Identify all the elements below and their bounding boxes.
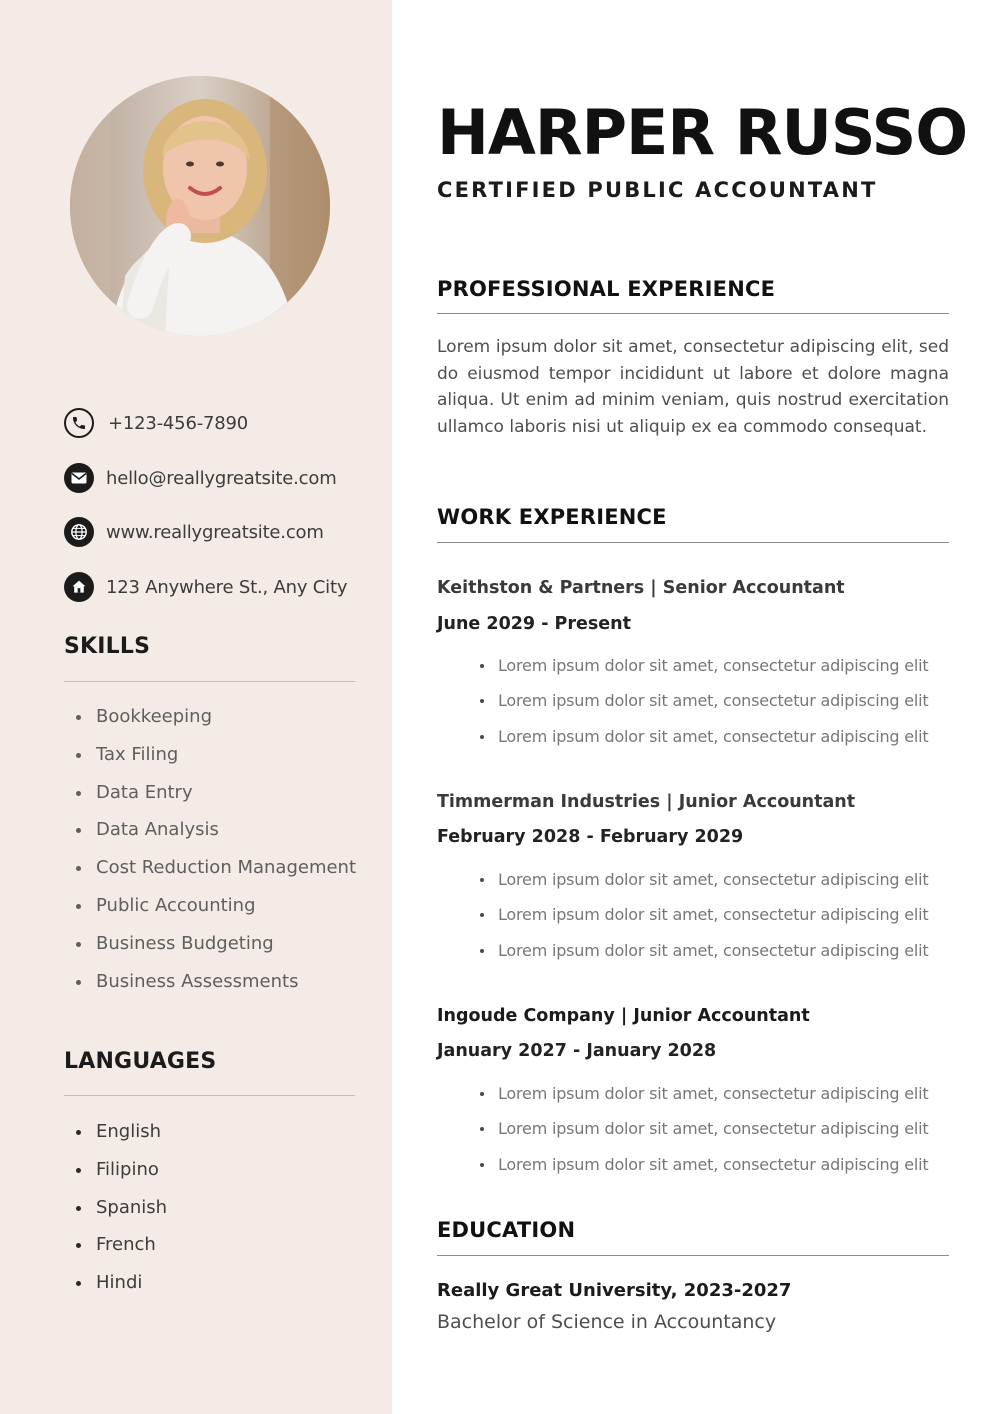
bullet-icon <box>76 866 81 871</box>
bullet-icon <box>76 904 81 909</box>
professional-divider <box>437 313 949 314</box>
bullet-icon <box>480 949 484 953</box>
bullet-icon <box>76 1168 81 1173</box>
bullet-icon <box>76 980 81 985</box>
list-item: Lorem ipsum dolor sit amet, consectetur adipiscing elit <box>478 1153 928 1188</box>
education-school: Really Great University, 2023-2027 <box>437 1280 792 1301</box>
phone-text: +123-456-7890 <box>108 412 248 434</box>
skills-list <box>64 703 356 1005</box>
website-text[interactable]: www.reallygreatsite.com <box>106 521 324 543</box>
contact-website[interactable] <box>64 516 324 548</box>
job-1-bullets <box>478 654 928 760</box>
bullet-icon <box>480 878 484 882</box>
languages-divider <box>64 1095 355 1096</box>
language-item: Hindi <box>64 1269 167 1307</box>
skills-heading: SKILLS <box>64 634 151 659</box>
skill-item: Data Analysis <box>64 816 356 854</box>
bullet-icon <box>480 664 484 668</box>
professional-summary: Lorem ipsum dolor sit amet, consectetur adipiscing elit, sed do eiusmod tempor incididunt ut labore et dolore magna aliqua. Ut enim ad minim veniam, quis nostrud exercitation ullamco laboris nisi ut aliquip ex ea commodo consequat. <box>437 337 949 437</box>
bullet-icon <box>76 1281 81 1286</box>
candidate-name: HARPER RUSSO <box>437 96 968 169</box>
skills-divider <box>64 681 355 682</box>
language-item: Spanish <box>64 1194 167 1232</box>
profile-photo <box>70 76 330 336</box>
home-icon <box>64 572 94 602</box>
languages-heading: LANGUAGES <box>64 1049 217 1074</box>
job-3-bullets <box>478 1082 928 1188</box>
email-icon <box>64 463 94 493</box>
language-item: Filipino <box>64 1156 167 1194</box>
bullet-icon <box>76 1206 81 1211</box>
languages-list <box>64 1118 167 1307</box>
education-degree: Bachelor of Science in Accountancy <box>437 1311 777 1333</box>
professional-heading: PROFESSIONAL EXPERIENCE <box>437 277 776 301</box>
list-item: Lorem ipsum dolor sit amet, consectetur adipiscing elit <box>478 1117 928 1152</box>
job-1-dates: June 2029 - Present <box>437 614 631 634</box>
job-title: CERTIFIED PUBLIC ACCOUNTANT <box>437 178 878 202</box>
bullet-icon <box>76 828 81 833</box>
globe-icon <box>64 517 94 547</box>
bullet-icon <box>480 1163 484 1167</box>
contact-address <box>64 571 347 603</box>
bullet-icon <box>76 1130 81 1135</box>
bullet-icon <box>480 913 484 917</box>
bullet-icon <box>76 753 81 758</box>
list-item: Lorem ipsum dolor sit amet, consectetur adipiscing elit <box>478 689 928 724</box>
job-1-company-role: Keithston & Partners | Senior Accountant <box>437 578 845 598</box>
job-3-dates: January 2027 - January 2028 <box>437 1041 717 1061</box>
list-item: Lorem ipsum dolor sit amet, consectetur adipiscing elit <box>478 725 928 760</box>
profile-photo-art <box>70 76 330 336</box>
job-2-dates: February 2028 - February 2029 <box>437 827 744 847</box>
education-heading: EDUCATION <box>437 1218 576 1242</box>
skill-item: Business Assessments <box>64 968 356 1006</box>
bullet-icon <box>76 942 81 947</box>
job-2-bullets <box>478 868 928 974</box>
phone-icon <box>64 408 94 438</box>
education-divider <box>437 1255 949 1256</box>
job-2-company-role: Timmerman Industries | Junior Accountant <box>437 792 856 812</box>
list-item: Lorem ipsum dolor sit amet, consectetur adipiscing elit <box>478 903 928 938</box>
contact-phone <box>64 407 248 439</box>
email-text[interactable]: hello@reallygreatsite.com <box>106 467 337 489</box>
skill-item: Tax Filing <box>64 741 356 779</box>
bullet-icon <box>76 715 81 720</box>
bullet-icon <box>480 1127 484 1131</box>
list-item: Lorem ipsum dolor sit amet, consectetur adipiscing elit <box>478 868 928 903</box>
bullet-icon <box>76 791 81 796</box>
skill-item: Business Budgeting <box>64 930 356 968</box>
language-item: French <box>64 1231 167 1269</box>
skill-item: Public Accounting <box>64 892 356 930</box>
list-item: Lorem ipsum dolor sit amet, consectetur adipiscing elit <box>478 654 928 689</box>
list-item: Lorem ipsum dolor sit amet, consectetur adipiscing elit <box>478 939 928 974</box>
skill-item: Bookkeeping <box>64 703 356 741</box>
work-divider <box>437 542 949 543</box>
skill-item: Data Entry <box>64 779 356 817</box>
bullet-icon <box>480 1092 484 1096</box>
language-item: English <box>64 1118 167 1156</box>
bullet-icon <box>480 735 484 739</box>
skill-item: Cost Reduction Management <box>64 854 356 892</box>
sidebar <box>0 0 392 1414</box>
bullet-icon <box>480 699 484 703</box>
contact-email[interactable] <box>64 462 337 494</box>
job-3-company-role: Ingoude Company | Junior Accountant <box>437 1006 810 1026</box>
work-heading: WORK EXPERIENCE <box>437 505 667 529</box>
list-item: Lorem ipsum dolor sit amet, consectetur adipiscing elit <box>478 1082 928 1117</box>
address-text: 123 Anywhere St., Any City <box>106 576 348 598</box>
bullet-icon <box>76 1243 81 1248</box>
